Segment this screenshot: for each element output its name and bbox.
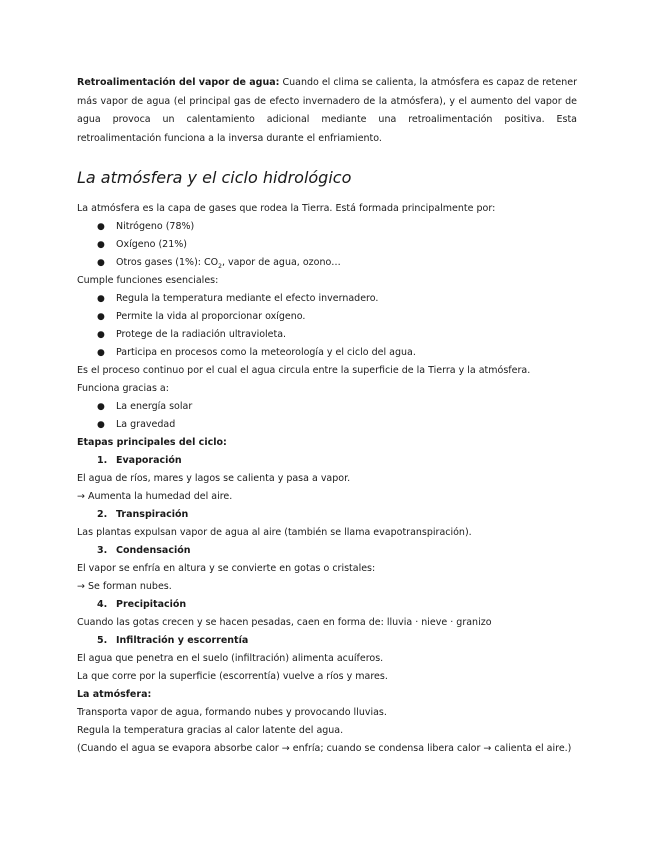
stage-text: Cuando las gotas crecen y se hacen pesadas, caen en forma de: lluvia · nieve · granizo: [77, 617, 492, 628]
bullet-icon: ●: [97, 330, 105, 340]
bullet-icon: ●: [97, 258, 105, 268]
bullet-icon: ●: [97, 348, 105, 358]
atmosphere-role-title: La atmósfera:: [77, 689, 152, 700]
stage-heading: 4. Precipitación: [97, 599, 187, 610]
bullet-icon: ●: [97, 402, 105, 412]
bullet-icon: ●: [97, 294, 105, 304]
atmosphere-role-text: Regula la temperatura gracias al calor latente del agua.: [77, 725, 344, 736]
atmosphere-role-text: (Cuando el agua se evapora absorbe calor → enfría; cuando se condensa libera calor → calienta el aire.): [77, 743, 572, 754]
section-title: La atmósfera y el ciclo hidrológico: [77, 168, 352, 187]
bullet-icon: ●: [97, 240, 105, 250]
drivers-list: [77, 398, 577, 434]
list-item: ● La energía solar: [77, 398, 577, 416]
water-vapor-feedback-paragraph: [77, 74, 577, 148]
cycle-works-intro: Funciona gracias a:: [77, 383, 169, 394]
bullet-icon: ●: [97, 420, 105, 430]
stage-heading: 1. Evaporación: [97, 455, 182, 466]
stage-text: → Aumenta la humedad del aire.: [77, 491, 233, 502]
functions-intro: Cumple funciones esenciales:: [77, 275, 219, 286]
bullet-icon: ●: [97, 312, 105, 322]
stage-heading: 5. Infiltración y escorrentía: [97, 635, 249, 646]
stage-text: El agua que penetra en el suelo (infiltración) alimenta acuíferos.: [77, 653, 384, 664]
composition-list: [77, 218, 577, 272]
stage-text: La que corre por la superficie (escorrentía) vuelve a ríos y mares.: [77, 671, 388, 682]
cycle-definition: Es el proceso continuo por el cual el agua circula entre la superficie de la Tierra y la atmósfera.: [77, 365, 531, 376]
stage-heading: 2. Transpiración: [97, 509, 189, 520]
list-item: ● Otros gases (1%): $CO_2$, vapor de agua, ozono…: [77, 254, 577, 272]
stage-heading: 3. Condensación: [97, 545, 191, 556]
stage-text: → Se forman nubes.: [77, 581, 172, 592]
stages-title: Etapas principales del ciclo:: [77, 437, 227, 448]
bullet-icon: ●: [97, 222, 105, 232]
water-vapor-feedback-label: Retroalimentación del vapor de agua:: [77, 77, 280, 88]
list-item: ● Oxígeno (21%): [77, 236, 577, 254]
list-item: ● Regula la temperatura mediante el efecto invernadero.: [77, 290, 577, 308]
list-item: ● Participa en procesos como la meteorología y el ciclo del agua.: [77, 344, 577, 362]
page-content: [77, 74, 577, 758]
list-item: ● Nitrógeno (78%): [77, 218, 577, 236]
list-item: ● Permite la vida al proporcionar oxígeno.: [77, 308, 577, 326]
stage-text: Las plantas expulsan vapor de agua al aire (también se llama evapotranspiración).: [77, 527, 472, 538]
water-vapor-feedback-text: Cuando el clima se calienta, la atmósfera es capaz de retener más vapor de agua (el principal gas de efecto invernadero de la atmósfera), y el aumento del vapor de agua provoca un calentamiento adicional mediante una retroalimentación positiva. Esta retroalimentación funciona a la inversa durante el enfriamiento.: [77, 77, 577, 144]
atmosphere-intro: La atmósfera es la capa de gases que rodea la Tierra. Está formada principalmente por:: [77, 203, 496, 214]
list-item: ● La gravedad: [77, 416, 577, 434]
functions-list: [77, 290, 577, 362]
stage-text: El vapor se enfría en altura y se convierte en gotas o cristales:: [77, 563, 376, 574]
list-item: ● Protege de la radiación ultravioleta.: [77, 326, 577, 344]
atmosphere-role-text: Transporta vapor de agua, formando nubes y provocando lluvias.: [77, 707, 387, 718]
stage-text: El agua de ríos, mares y lagos se calienta y pasa a vapor.: [77, 473, 351, 484]
